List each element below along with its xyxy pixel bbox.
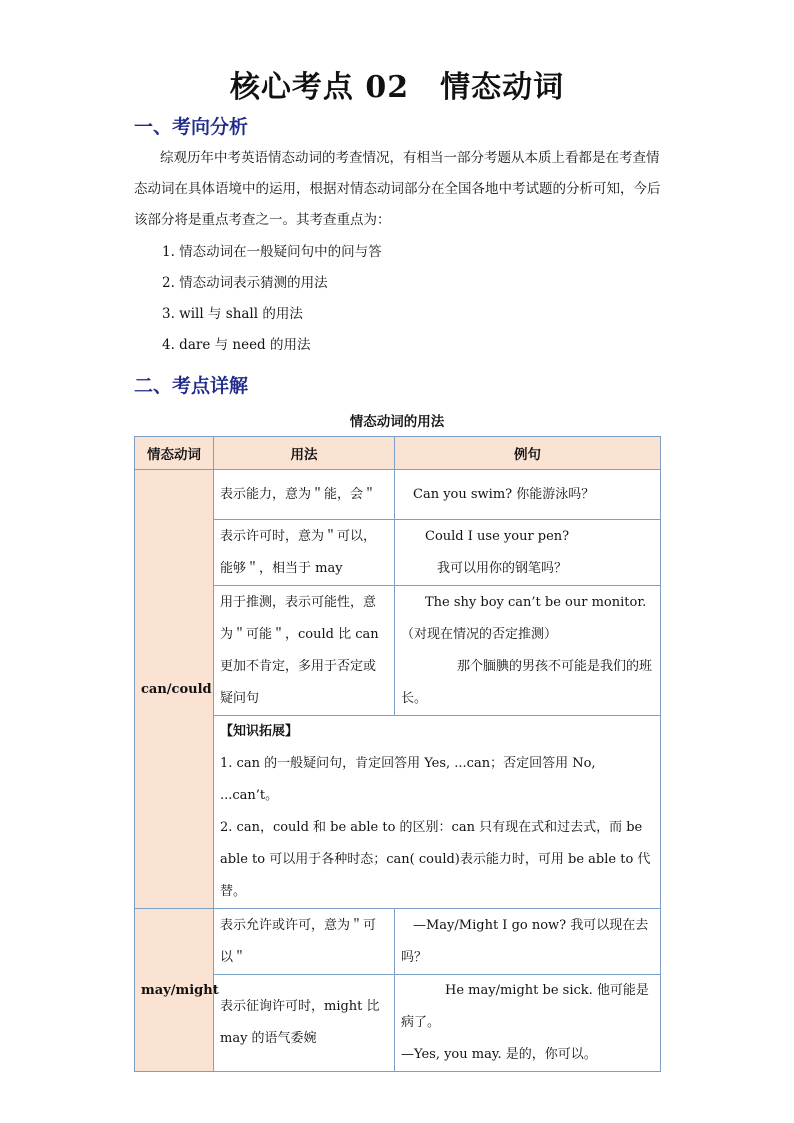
focus-points-list (162, 237, 382, 361)
example-cell (395, 586, 661, 716)
example-line: The shy boy can’t be our monitor. （对现在情况的否定推测） (401, 594, 647, 642)
example-line: 那个腼腆的男孩不可能是我们的班长。 (401, 658, 653, 706)
table-caption: 情态动词的用法 (349, 414, 445, 430)
example-line: —May/Might I go now? 我可以现在去吗？ (401, 917, 649, 965)
table-header-row (135, 437, 661, 470)
intro-paragraph (134, 143, 664, 236)
example-line: 我可以用你的钢笔吗？ (437, 560, 568, 576)
usage-cell: 表示征询许可时，might 比 may 的语气委婉 (214, 975, 395, 1072)
example-cell (395, 975, 661, 1072)
usage-cell: 表示许可时，意为＂可以，能够＂，相当于 may (214, 520, 395, 586)
example-cell (395, 909, 661, 975)
example-line: Can you swim? 你能游泳吗？ (413, 486, 595, 502)
modal-cell-may-might: may/might (135, 909, 214, 1072)
header-example: 例句 (395, 437, 661, 470)
example-line: He may/might be sick. 他可能是病了。 (401, 983, 649, 1030)
table-row (135, 520, 661, 586)
table-row (135, 909, 661, 975)
example-cell (395, 520, 661, 586)
list-item: 2. 情态动词表示猜测的用法 (162, 275, 328, 291)
header-usage: 用法 (214, 437, 395, 470)
note-line: 2. can，could 和 be able to 的区别：can 只有现在式和过去式，而 be able to 可以用于各种时态；can( could)表示能力时，可用 be able to 代替。 (220, 820, 651, 899)
example-line: —Yes, you may. 是的，你可以。 (401, 1047, 597, 1062)
section-heading-analysis: 一、考向分析 (134, 116, 249, 138)
example-cell (395, 470, 661, 520)
modal-verbs-table (134, 436, 661, 1072)
knowledge-extension-note (214, 716, 661, 909)
modal-cell-can-could: can/could (135, 470, 214, 909)
list-item: 1. 情态动词在一般疑问句中的问与答 (162, 244, 382, 260)
section-heading-details: 二、考点详解 (134, 375, 249, 397)
example-line: Could I use your pen? (425, 528, 570, 544)
table-row (135, 470, 661, 520)
note-title: 【知识拓展】 (220, 724, 299, 739)
header-modal: 情态动词 (135, 437, 214, 470)
list-item: 3. will 与 shall 的用法 (162, 306, 303, 322)
usage-cell: 用于推测，表示可能性，意为＂可能＂，could 比 can 更加不肯定，多用于否定或疑问句 (214, 586, 395, 716)
intro-paragraph-text: 综观历年中考英语情态动词的考查情况，有相当一部分考题从本质上看都是在考查情态动词在具体语境中的运用，根据对情态动词部分在全国各地中考试题的分析可知，今后该部分将是重点考查之一。其考查重点为： (134, 150, 661, 228)
table-row (135, 716, 661, 909)
usage-cell: 表示允许或许可，意为＂可以＂ (214, 909, 395, 975)
page-title: 核心考点 02 情态动词 (229, 70, 565, 105)
table-row (135, 586, 661, 716)
list-item: 4. dare 与 need 的用法 (162, 337, 311, 353)
note-line: 1. can 的一般疑问句，肯定回答用 Yes, ...can；否定回答用 No, ...can’t。 (220, 756, 596, 803)
usage-cell: 表示能力，意为＂能，会＂ (214, 470, 395, 520)
